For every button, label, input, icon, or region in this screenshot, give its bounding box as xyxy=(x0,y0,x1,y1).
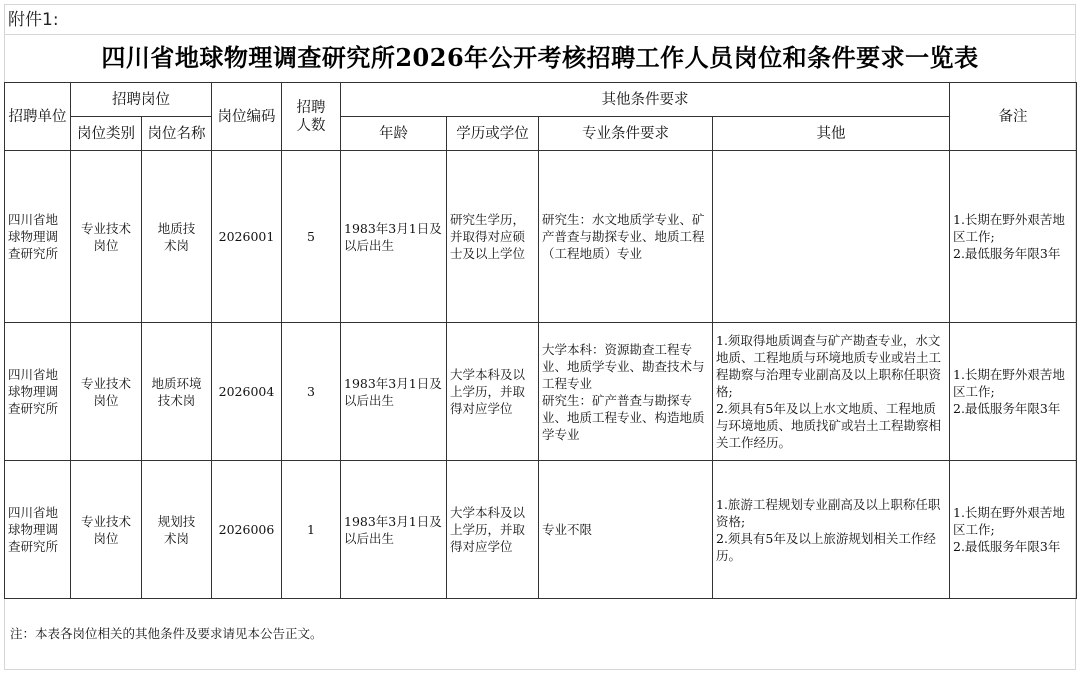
other-line: 1.须取得地质调查与矿产勘查专业，水文地质、工程地质与环境地质专业或岩土工程勘察与治理专业副高及以上职称任职资格; xyxy=(716,333,942,399)
header-recruit-count: 招聘 人数 xyxy=(282,83,341,151)
header-position-group: 招聘岗位 xyxy=(71,83,212,117)
header-age: 年龄 xyxy=(341,117,447,151)
cell-position-code: 2026004 xyxy=(212,323,282,461)
cell-major: 研究生：水文地质学专业、矿产普查与勘探专业、地质工程（工程地质）专业 xyxy=(539,151,713,323)
header-major: 专业条件要求 xyxy=(539,117,713,151)
header-row-1 xyxy=(5,83,1077,117)
page-title: 四川省地球物理调查研究所2026年公开考核招聘工作人员岗位和条件要求一览表 xyxy=(101,43,979,72)
title-row xyxy=(4,34,1076,80)
remark-line: 2.最低服务年限3年 xyxy=(953,246,1061,261)
table-row xyxy=(5,151,1077,323)
header-position-code: 岗位编码 xyxy=(212,83,282,151)
cell-major: 专业不限 xyxy=(539,461,713,599)
cell-unit: 四川省地球物理调查研究所 xyxy=(5,151,71,323)
remark-line: 2.最低服务年限3年 xyxy=(953,539,1061,554)
cell-position-type: 专业技术岗位 xyxy=(71,323,142,461)
header-other: 其他 xyxy=(713,117,950,151)
cell-position-type: 专业技术岗位 xyxy=(71,461,142,599)
cell-other xyxy=(713,151,950,323)
cell-position-type: 专业技术岗位 xyxy=(71,151,142,323)
remark-line: 2.最低服务年限3年 xyxy=(953,401,1061,416)
cell-unit: 四川省地球物理调查研究所 xyxy=(5,461,71,599)
major-line: 研究生：矿产普查与勘探专业、地质工程专业、构造地质学专业 xyxy=(542,392,705,442)
cell-recruit-count: 5 xyxy=(282,151,341,323)
cell-other xyxy=(713,461,950,599)
table-row xyxy=(5,461,1077,599)
footnote: 注：本表各岗位相关的其他条件及要求请见本公告正文。 xyxy=(10,626,323,641)
cell-recruit-count: 3 xyxy=(282,323,341,461)
cell-remarks xyxy=(950,151,1077,323)
header-unit: 招聘单位 xyxy=(5,83,71,151)
cell-age: 1983年3月1日及以后出生 xyxy=(341,323,447,461)
header-position-type: 岗位类别 xyxy=(71,117,142,151)
other-line: 2.须具有5年及以上水文地质、工程地质与环境地质、地质找矿或岩土工程勘察相关工作经历。 xyxy=(716,401,942,450)
cell-position-name: 地质技术岗 xyxy=(142,151,212,323)
cell-age: 1983年3月1日及以后出生 xyxy=(341,151,447,323)
header-education: 学历或学位 xyxy=(447,117,539,151)
cell-recruit-count: 1 xyxy=(282,461,341,599)
cell-position-name: 规划技术岗 xyxy=(142,461,212,599)
remark-line: 1.长期在野外艰苦地区工作; xyxy=(953,212,1065,244)
cell-position-code: 2026006 xyxy=(212,461,282,599)
remark-line: 1.长期在野外艰苦地区工作; xyxy=(953,367,1065,399)
cell-education: 研究生学历，并取得对应硕士及以上学位 xyxy=(447,151,539,323)
cell-position-code: 2026001 xyxy=(212,151,282,323)
header-row-2 xyxy=(5,117,1077,151)
header-position-name: 岗位名称 xyxy=(142,117,212,151)
major-line: 大学本科：资源勘查工程专业、地质学专业、勘查技术与工程专业 xyxy=(542,341,705,391)
table-row xyxy=(5,323,1077,461)
cell-education: 大学本科及以上学历，并取得对应学位 xyxy=(447,461,539,599)
cell-position-name: 地质环境技术岗 xyxy=(142,323,212,461)
remark-line: 1.长期在野外艰苦地区工作; xyxy=(953,505,1065,537)
header-other-conditions: 其他条件要求 xyxy=(341,83,950,117)
cell-education: 大学本科及以上学历，并取得对应学位 xyxy=(447,323,539,461)
header-remarks: 备注 xyxy=(950,83,1077,151)
positions-table xyxy=(4,82,1077,599)
annex-label: 附件1: xyxy=(8,10,59,30)
other-line: 2.须具有5年及以上旅游规划相关工作经历。 xyxy=(716,530,936,563)
cell-remarks xyxy=(950,323,1077,461)
cell-major xyxy=(539,323,713,461)
other-line: 1.旅游工程规划专业副高及以上职称任职资格; xyxy=(716,496,941,529)
cell-unit: 四川省地球物理调查研究所 xyxy=(5,323,71,461)
cell-remarks xyxy=(950,461,1077,599)
cell-other xyxy=(713,323,950,461)
cell-age: 1983年3月1日及以后出生 xyxy=(341,461,447,599)
